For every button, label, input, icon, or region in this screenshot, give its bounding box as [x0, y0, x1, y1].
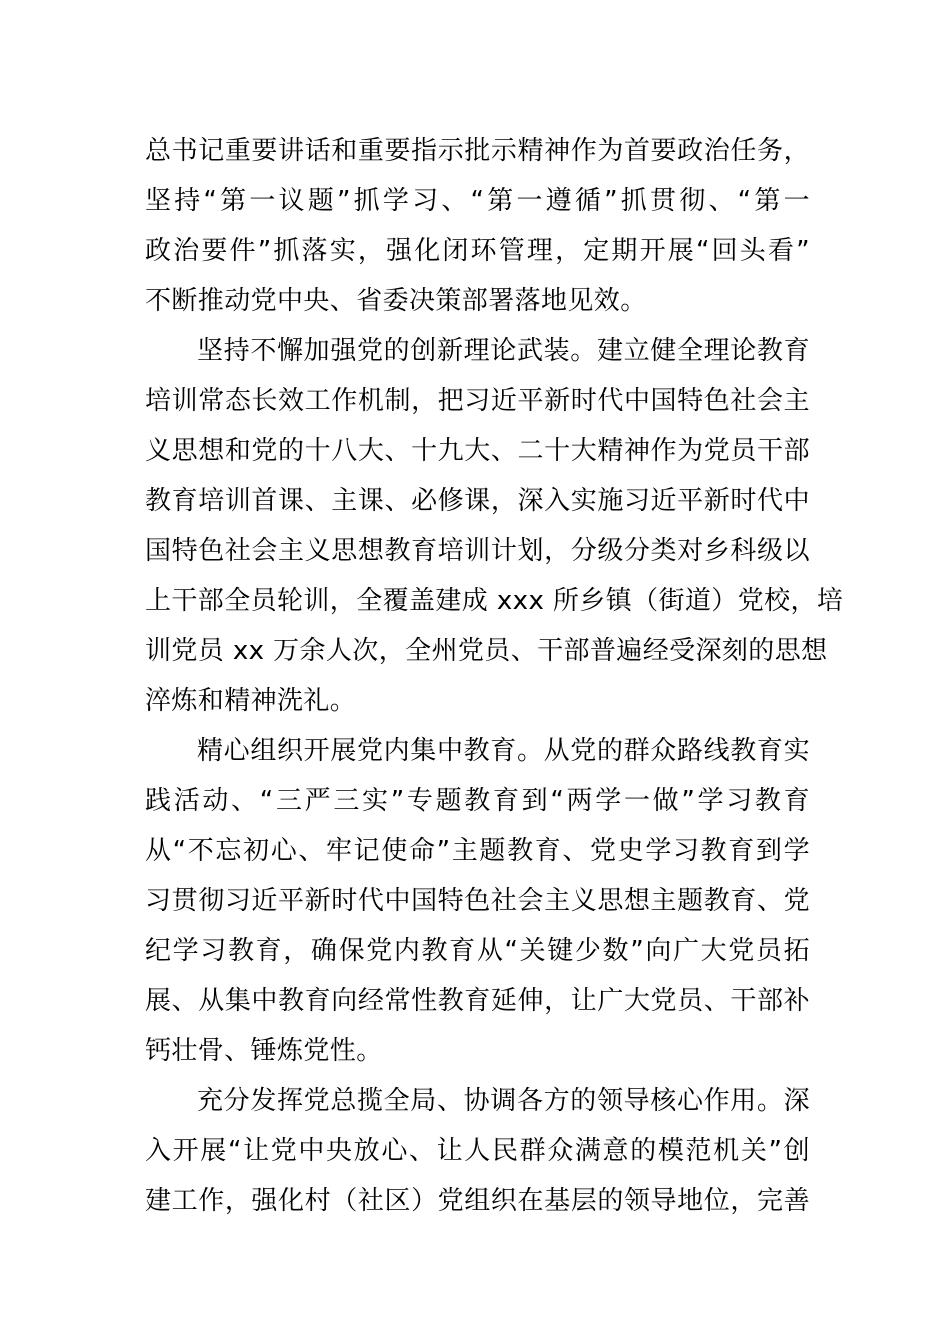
text-line: 不断推动党中央、省委决策部署落地见效。 [145, 286, 647, 316]
text-line: 钙壮骨、锤炼党性。 [145, 1036, 383, 1066]
paragraph-1 [145, 126, 810, 326]
text-line: 坚持“第一议题”抓学习、“第一遵循”抓贯彻、“第一 [145, 186, 810, 216]
text-line: 充分发挥党总揽全局、协调各方的领导核心作用。深 [197, 1086, 810, 1116]
text-line: 淬炼和精神洗礼。 [145, 686, 357, 716]
paragraph-2 [145, 326, 844, 726]
text-line: 践活动、“三严三实”专题教育到“两学一做”学习教育 [145, 786, 810, 816]
text-line: 精心组织开展党内集中教育。从党的群众路线教育实 [197, 736, 810, 766]
text-line: 上干部全员轮训，全覆盖建成 xxx 所乡镇（街道）党校，培 [145, 586, 844, 616]
text-line: 国特色社会主义思想教育培训计划，分级分类对乡科级以 [145, 536, 810, 566]
text-line: 训党员 xx 万余人次，全州党员、干部普遍经受深刻的思想 [145, 636, 828, 666]
text-line: 政治要件”抓落实，强化闭环管理，定期开展“回头看” [145, 236, 810, 266]
text-line: 展、从集中教育向经常性教育延伸，让广大党员、干部补 [145, 986, 810, 1016]
paragraph-3 [145, 726, 810, 1076]
text-line: 习贯彻习近平新时代中国特色社会主义思想主题教育、党 [145, 886, 810, 916]
text-line: 义思想和党的十八大、十九大、二十大精神作为党员干部 [145, 436, 810, 466]
text-line: 建工作，强化村（社区）党组织在基层的领导地位，完善 [145, 1186, 810, 1216]
text-line: 培训常态长效工作机制，把习近平新时代中国特色社会主 [145, 386, 810, 416]
text-line: 总书记重要讲话和重要指示批示精神作为首要政治任务， [145, 136, 810, 166]
text-line: 从“不忘初心、牢记使命”主题教育、党史学习教育到学 [145, 836, 810, 866]
text-line: 教育培训首课、主课、必修课，深入实施习近平新时代中 [145, 486, 810, 516]
text-line: 坚持不懈加强党的创新理论武装。建立健全理论教育 [197, 336, 810, 366]
document-body [145, 126, 844, 1226]
text-line: 纪学习教育，确保党内教育从“关键少数”向广大党员拓 [145, 936, 810, 966]
paragraph-4 [145, 1076, 810, 1226]
text-line: 入开展“让党中央放心、让人民群众满意的模范机关”创 [145, 1136, 810, 1166]
